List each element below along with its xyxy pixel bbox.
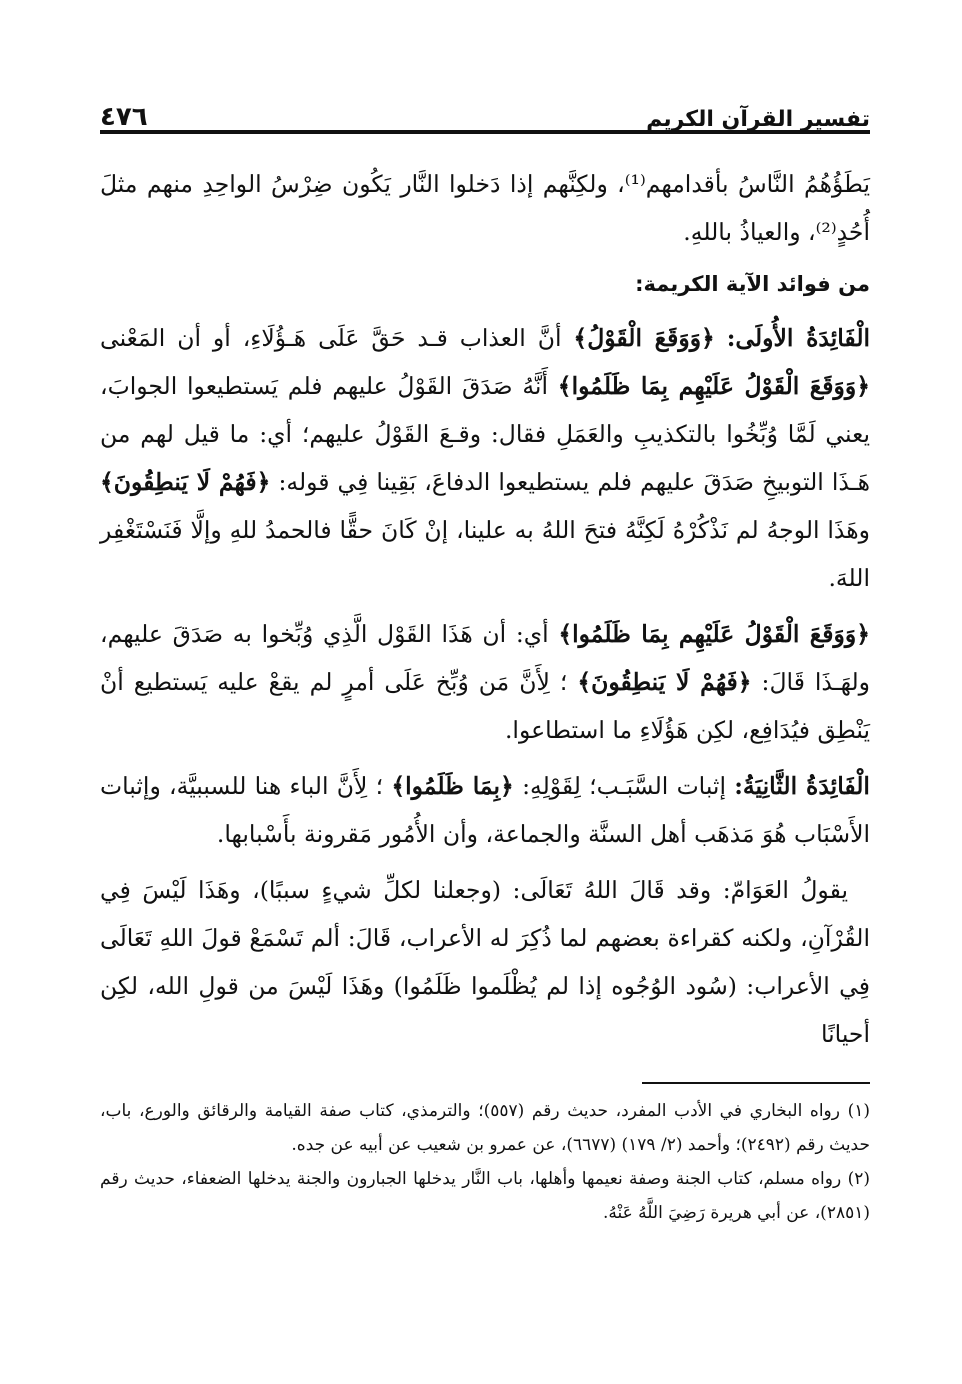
section-heading: من فوائد الآية الكريمة: <box>635 272 870 296</box>
quran-quote: ﴿وَوَقَعَ الْقَوْلُ﴾ <box>573 324 715 352</box>
footnotes <box>100 1094 870 1230</box>
quran-quote: ﴿بِمَا ظَلَمُوا﴾ <box>391 772 514 800</box>
benefit-1-label: الْفَائِدَةُ الأُولَى: <box>726 324 871 352</box>
paragraph-5: يقولُ العَوَامّ: وقد قَالَ اللهُ تَعَالَى: (وجعلنا لكلِّ شيءٍ سببًا)، وهَذَا لَيْسَ فِي القُرْآنِ، ولكنه كقراءة بعضهم لما ذُكِرَ له الأعراب، قَالَ: ألم تَسْمَعْ قولَ اللهِ تَعَالَى فِي الأعراب: (سُود الوُجُوه إذا لم يُظْلَموا ظَلَمُوا) وهَذَا لَيْسَ من قولِ الله، لكِن أحيانًا <box>100 876 870 1048</box>
text-run: أي: أن هَذَا القَوْل الَّذِي وُبِّخوا به صَدَقَ عليهم، ولهَـذَا قَالَ: <box>100 620 870 696</box>
text-run: ؛ لِأَنَّ مَن وُبِّخ عَلَى أمرٍ لم يقعْ عليه يَستطيع أنْ يَنْطِق فيُدَافِع، لكِن هَؤُلَاءِ ما استطاعوا. <box>100 668 870 744</box>
text-run: أنَّ العذاب قـد حَقَّ عَلَى هَـؤُلَاءِ، أو أن المَعْنى <box>100 324 562 352</box>
running-title: تفسير القرآن الكريم <box>646 107 870 132</box>
paragraph-1: يَطَؤُهُمُ النَّاسُ بأقدامهم⁽¹⁾، ولكِنَّهم إذا دَخلوا النَّار يَكُون ضِرْسُ الواحِدِ منهم مثلَ أُحُدٍ⁽²⁾، والعياذُ باللهِ. <box>100 170 870 246</box>
quran-quote: ﴿وَوَقَعَ الْقَوْلُ عَلَيْهِم بِمَا ظَلَمُوا﴾ <box>557 372 870 400</box>
benefit-2-label: الْفَائِدَةُ الثَّانِيَةُ: <box>734 772 870 800</box>
paragraph-benefit-1 <box>100 314 870 602</box>
header-divider <box>100 130 870 134</box>
paragraph-benefit-2 <box>100 762 870 858</box>
quran-quote: ﴿وَوَقَعَ الْقَوْلُ عَلَيْهِم بِمَا ظَلَمُوا﴾ <box>558 620 870 648</box>
footnote-divider <box>642 1082 870 1084</box>
quran-quote: ﴿فَهُمْ لَا يَنطِقُونَ﴾ <box>100 468 271 496</box>
quran-quote: ﴿فَهُمْ لَا يَنطِقُونَ﴾ <box>577 668 752 696</box>
text-run: إثبات السَّبَـب؛ لِقَوْلِهِ: <box>522 772 727 800</box>
footnote-2: (٢) رواه مسلم، كتاب الجنة وصفة نعيمها وأهلها، باب النَّار يدخلها الجبارون والجنة يدخلها الضعفاء، حديث رقم (٢٨٥١)، عن أبي هريرة رَضِيَ اللَّهُ عَنْهُ. <box>100 1169 870 1223</box>
footnote-1: (١) رواه البخاري في الأدب المفرد، حديث رقم (٥٥٧)؛ والترمذي، كتاب صفة القيامة والرقائق والورع، باب، حديث رقم (٢٤٩٢)؛ وأحمد (٢/ ١٧٩) (٦٦٧٧)، عن عمرو بن شعيب عن أبيه عن جده. <box>100 1101 870 1155</box>
page-header <box>100 96 870 132</box>
paragraph-3 <box>100 610 870 754</box>
page-number: ٤٧٦ <box>100 102 148 132</box>
page-body <box>100 160 870 1066</box>
text-run: ؛ لِأَنَّ الباء هنا للسببيَّة، وإثبات الأَسْبَاب هُوَ مَذهَب أهل السنَّة والجماعة، وأن الأُمُور مَقرونة بأَسْبابها. <box>100 772 870 848</box>
text-run: أَنَّهُ صَدَقَ القَوْلُ عليهم فلم يَستطيعوا الجوابَ، يعني لَمَّا وُبِّخُوا بالتكذيبِ والعَمَلِ فقال: وقـعَ القَوْلُ عليهم؛ أي: ما قيل لهم من هَـذَا التوبيخِ صَدَقَ عليهم فلم يستطيعوا الدفاعَ، بَقِينا فِي قوله: <box>100 372 870 496</box>
text-run: وهَذَا الوجهُ لم نَذْكُرْهُ لَكِنَّهُ فتحَ اللهُ به علينا، إنْ كَانَ حقًّا فالحمدُ للهِ وإلَّا فَنَسْتَغْفِر اللهَ. <box>100 516 870 592</box>
